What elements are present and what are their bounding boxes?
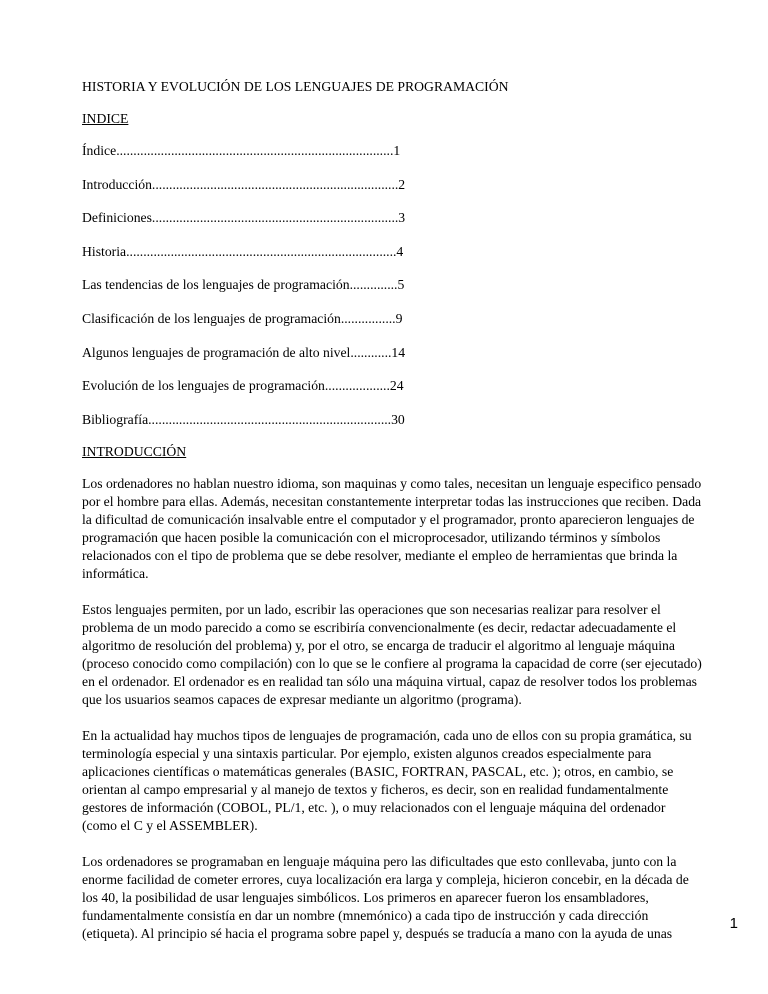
- index-heading: INDICE: [82, 111, 129, 126]
- toc-entry-historia: Historia...............................................................................4: [82, 243, 404, 259]
- paragraph-4: Los ordenadores se programaban en lenguaje máquina pero las dificultades que esto conllevaba, junto con la enorme facilidad de cometer errores, cuya localización era larga y compleja, hicieron concebir, en la década de los 40, la posibilidad de usar lenguajes simbólicos. Los primeros en aparecer fueron los ensambladores, fundamentalmente consistía en dar un nombre (mnemónico) a cada tipo de instrucción y cada dirección (etiqueta). Al principio sé hacia el programa sobre papel y, después se traducía a mano con la ayuda de unas: [82, 854, 689, 942]
- toc-entry-indice: Índice.................................................................................1: [82, 143, 401, 158]
- toc-entry-clasificacion: Clasificación de los lenguajes de programación................9: [82, 310, 403, 326]
- paragraph-2: Estos lenguajes permiten, por un lado, escribir las operaciones que son necesarias realizar para resolver el problema de un modo parecido a como se escribiría convencionalmente (es decir, redactar adecuadamente el algoritmo de resolución del problema) y, por el otro, se encarga de traducir el algoritmo al lenguaje máquina (proceso conocido como compilación) con lo que se le confiere al programa la capacidad de corre (ser ejecutado) en el ordenador. El ordenador es en realidad tan sólo una máquina virtual, capaz de resolver todos los problemas que los usuarios seamos capaces de expresar mediante un algoritmo (programa).: [82, 602, 702, 708]
- table-of-contents: [82, 142, 702, 429]
- page-number: 1: [729, 915, 738, 932]
- paragraph-3: En la actualidad hay muchos tipos de lenguajes de programación, cada uno de ellos con su propia gramática, su terminología especial y una sintaxis particular. Por ejemplo, existen algunos creados especialmente para aplicaciones científicas o matemáticas generales (BASIC, FORTRAN, PASCAL, etc. ); otros, en cambio, se orientan al campo empresarial y al manejo de textos y ficheros, es decir, son en realidad fundamentalmente gestores de información (COBOL, PL/1, etc. ), o muy relacionados con el lenguaje máquina del ordenador (como el C y el ASSEMBLER).: [82, 728, 692, 834]
- introduction-heading: INTRODUCCIÓN: [82, 444, 187, 460]
- page-content: [82, 78, 702, 961]
- toc-entry-introduccion: Introducción........................................................................2: [82, 176, 406, 192]
- toc-entry-tendencias: Las tendencias de los lenguajes de programación..............5: [82, 277, 405, 293]
- toc-entry-definiciones: Definiciones........................................................................3: [82, 210, 406, 226]
- toc-entry-evolucion: Evolución de los lenguajes de programación...................24: [82, 378, 404, 394]
- toc-entry-alto-nivel: Algunos lenguajes de programación de alto nivel............14: [82, 344, 406, 360]
- document-title: HISTORIA Y EVOLUCIÓN DE LOS LENGUAJES DE PROGRAMACIÓN: [82, 79, 509, 94]
- toc-entry-bibliografia: Bibliografía.......................................................................30: [82, 411, 405, 427]
- paragraph-1: Los ordenadores no hablan nuestro idioma, son maquinas y como tales, necesitan un lenguaje especifico pensado por el hombre para ellas. Además, necesitan constantemente interpretar todas las instrucciones que reciben. Dada la dificultad de comunicación insalvable entre el computador y el programador, pronto aparecieron lenguajes de programación que hacen posible la comunicación con el microprocesador, utilizando términos y símbolos relacionados con el tipo de problema que se debe resolver, mediante el empleo de herramientas que brinda la informática.: [82, 476, 702, 582]
